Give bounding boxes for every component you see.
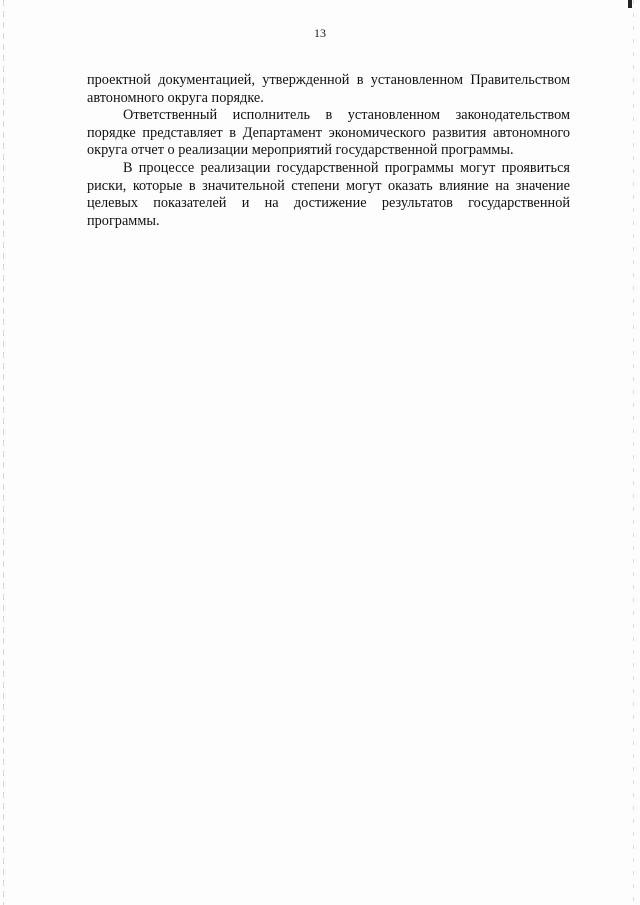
page-number: 13 <box>314 26 326 40</box>
paragraph-report: Ответственный исполнитель в установленном законодательством порядке представляет в Департамент экономического развития автономного округа отчет о реализации мероприятий государственной программы. <box>87 107 570 159</box>
body-text <box>87 72 570 230</box>
scan-corner-mark <box>628 0 632 8</box>
scan-edge-left <box>3 0 4 905</box>
paragraph-risks: В процессе реализации государственной программы могут проявиться риски, которые в значительной степени могут оказать влияние на значение целевых показателей и на достижение результатов государственной программы. <box>87 159 570 229</box>
scan-edge-right <box>633 0 634 905</box>
paragraph-continuation: проектной документацией, утвержденной в установленном Правительством автономного округа порядке. <box>87 72 570 106</box>
